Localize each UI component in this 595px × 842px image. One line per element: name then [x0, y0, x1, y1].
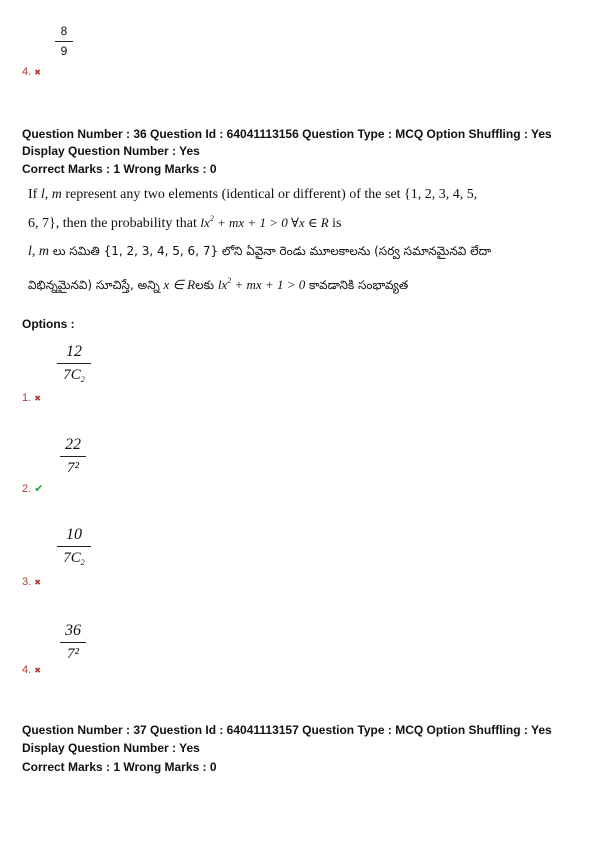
option-4-label[interactable]: [22, 664, 41, 676]
text-part: is: [328, 216, 342, 231]
fraction-bar: [55, 41, 73, 42]
expr-rest: + mx + 1 > 0 ∀x ∈ R: [213, 215, 329, 230]
option-2-fraction: [60, 436, 86, 477]
domain-expression: x ∈ R: [163, 277, 196, 292]
question-header: Question Number : 37 Question Id : 64041113157 Question Type : MCQ Option Shuffling : Yes: [22, 723, 552, 737]
variables: l, m: [28, 244, 49, 259]
fraction-bar: [60, 642, 86, 643]
expr-exponent: 2: [227, 276, 232, 285]
fraction-numerator: 36: [65, 622, 81, 639]
option-number: 3.: [22, 576, 32, 588]
question-header: Question Number : 36 Question Id : 64041113156 Question Type : MCQ Option Shuffling : Yes: [22, 127, 552, 141]
option-1-label[interactable]: [22, 392, 41, 404]
expr-base: lx: [217, 277, 228, 292]
marks-info: Correct Marks : 1 Wrong Marks : 0: [22, 760, 217, 774]
text-part: లు సమితి {1, 2, 3, 4, 5, 6, 7} లోని ఏవైనా రెండు మూలకాలను (సర్వ సమానమైనవి లేదా: [49, 244, 492, 258]
option-4-fraction: [60, 622, 86, 663]
option-3-label[interactable]: [22, 576, 41, 588]
fraction-denominator: 9: [60, 44, 68, 58]
text-part: కావడానికి సంభావ్యత: [305, 278, 409, 292]
fraction-numerator: 22: [65, 436, 81, 453]
fraction-numerator: 8: [60, 24, 68, 38]
fraction-denominator: [57, 366, 91, 389]
text-part: 6, 7}, then the probability that: [28, 216, 201, 231]
inequality-expression: [200, 215, 328, 230]
wrong-icon: ✖: [34, 666, 41, 675]
correct-icon: ✔: [34, 483, 44, 495]
expr-rest: + mx + 1 > 0: [231, 277, 306, 292]
inequality-expression: [218, 277, 305, 292]
wrong-icon: ✖: [34, 578, 41, 587]
option-number: 1.: [22, 392, 32, 404]
fraction-numerator: 12: [66, 343, 82, 360]
question-text-te-line1: [28, 244, 491, 261]
wrong-icon: ✖: [34, 68, 41, 77]
option-1-fraction: [57, 343, 91, 389]
question-text-en-line2: [28, 214, 342, 232]
denominator-subscript: 2: [80, 558, 85, 567]
fraction-denominator: 7²: [67, 460, 79, 476]
denominator-subscript: 2: [80, 375, 85, 384]
option-number: 4.: [22, 664, 32, 676]
fraction-bar: [57, 363, 91, 364]
fraction-bar: [57, 546, 91, 547]
option-number: 2.: [22, 483, 32, 495]
text-part: represent any two elements (identical or different) of the set {1, 2, 3, 4, 5,: [61, 187, 478, 202]
fraction-denominator: [57, 549, 91, 572]
wrong-icon: ✖: [34, 394, 41, 403]
fraction-bar: [60, 456, 86, 457]
options-label: Options :: [22, 317, 75, 331]
text-part: విభిన్నమైనవి) సూచిస్తే, అన్ని: [28, 278, 164, 292]
option-3-fraction: [57, 526, 91, 572]
denominator-base: 7C: [63, 550, 81, 566]
text-part: If: [28, 187, 41, 202]
display-question-number: Display Question Number : Yes: [22, 144, 200, 158]
fraction-numerator: 10: [66, 526, 82, 543]
expr-base: lx: [200, 215, 210, 230]
denominator-base: 7C: [63, 367, 81, 383]
prev-option-fraction: [55, 24, 73, 59]
marks-info: Correct Marks : 1 Wrong Marks : 0: [22, 162, 217, 176]
question-text-en-line1: [28, 187, 477, 203]
expr-exponent: 2: [209, 214, 214, 223]
variables: l, m: [40, 187, 62, 202]
text-part: లకు: [195, 278, 218, 292]
prev-option-label: [22, 66, 41, 78]
display-question-number: Display Question Number : Yes: [22, 741, 200, 755]
question-text-te-line2: [28, 276, 408, 295]
option-number: 4.: [22, 66, 32, 78]
option-2-label[interactable]: [22, 482, 43, 495]
fraction-denominator: 7²: [67, 646, 79, 662]
